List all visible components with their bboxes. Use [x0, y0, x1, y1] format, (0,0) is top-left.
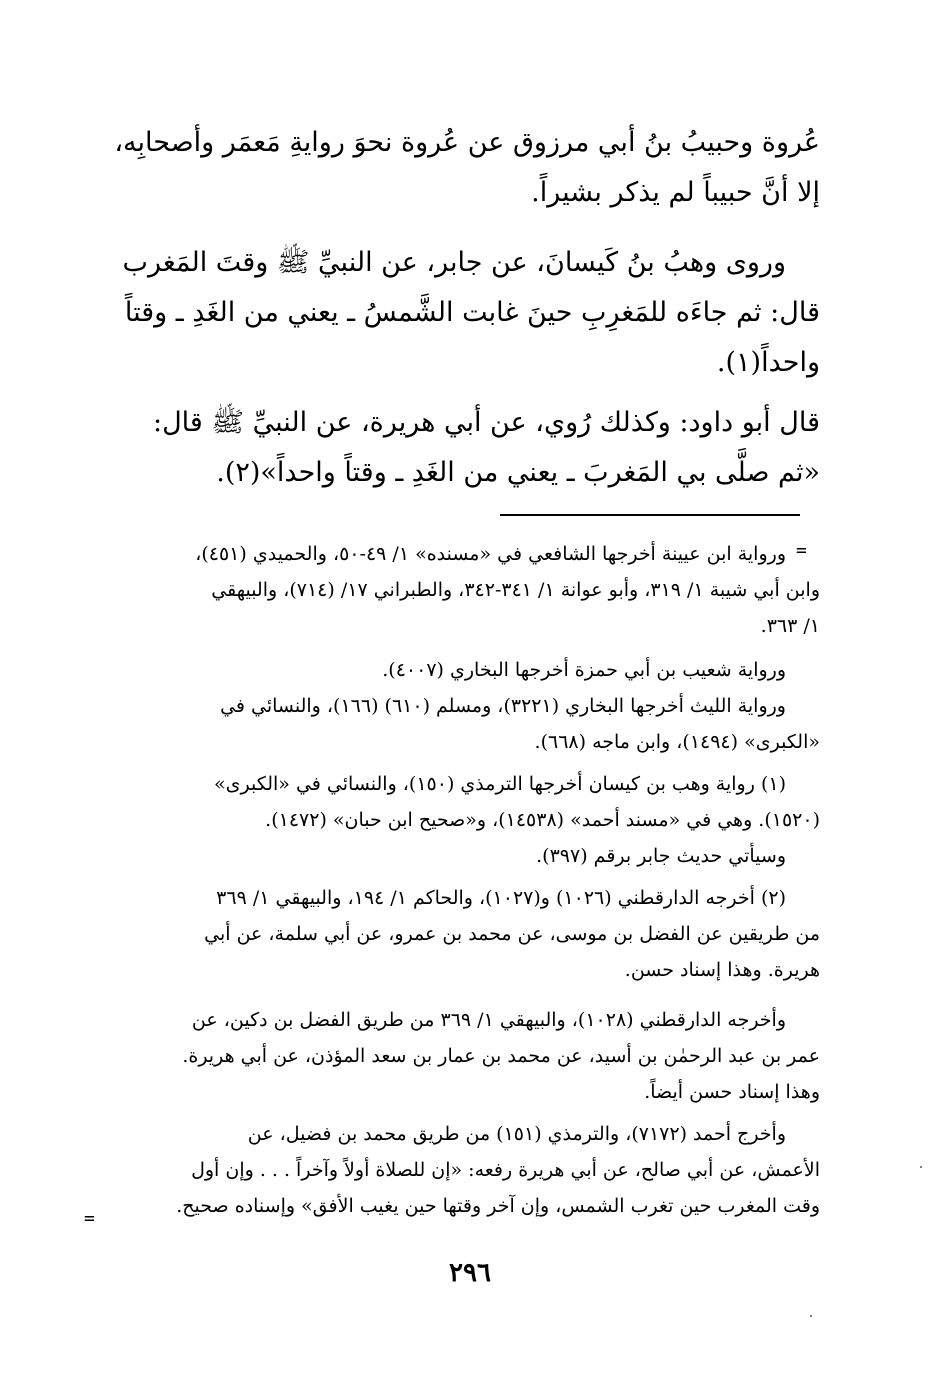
- footnote-line: وأخرجه الدارقطني (١٠٢٨)، والبيهقي ١/ ٣٦٩ من طريق الفضل بن دكين، عن: [191, 1009, 786, 1031]
- footnote-line: وقت المغرب حين تغرب الشمس، وإن آخر وقتها حين يغيب الأفق» وإسناده صحيح.: [176, 1195, 820, 1217]
- main-paragraph-1: [78, 118, 820, 218]
- footnote-line: وابن أبي شيبة ١/ ٣١٩، وأبو عوانة ١/ ٣٤١-٣٤٢، والطبراني ١٧/ (٧١٤)، والبيهقي: [211, 579, 820, 601]
- text-line: قال: ثم جاءَه للمَغرِبِ حينَ غابت الشَّمسُ ـ يعني من الغَدِ ـ وقتاً: [124, 297, 820, 328]
- footnote-2: [78, 880, 820, 988]
- footnote-line: عمر بن عبد الرحمٰن بن أسيد، عن محمد بن عمار بن سعد المؤذن، عن أبي هريرة.: [182, 1045, 820, 1067]
- page-number: ٢٩٦: [449, 1258, 491, 1288]
- footnote-line: ورواية الليث أخرجها البخاري (٣٢٢١)، ومسلم (٦١٠) (١٦٦)، والنسائي في: [220, 695, 786, 717]
- footnote-line: وأخرج أحمد (٧١٧٢)، والترمذي (١٥١) من طريق محمد بن فضيل، عن: [247, 1123, 786, 1145]
- footnote-line: الأعمش، عن أبي صالح، عن أبي هريرة رفعه: «إن للصلاة أولاً وآخراً . . . وإن أول: [191, 1159, 820, 1181]
- footnote-continuation-mark: =: [84, 1208, 95, 1229]
- text-line: عُروة وحبيبُ بنُ أبي مرزوق عن عُروة نحوَ روايةِ مَعمَر وأصحابِه،: [114, 127, 820, 158]
- footnote-continuation-mark: =: [796, 540, 807, 561]
- main-paragraph-3: [78, 398, 820, 498]
- footnote-line: وسيأتي حديث جابر برقم (٣٩٧).: [536, 845, 786, 867]
- footnote-1: [78, 766, 820, 874]
- footnote-separator: [500, 514, 800, 516]
- footnote-block: [78, 1002, 820, 1110]
- footnote-line: هريرة. وهذا إسناد حسن.: [624, 959, 820, 981]
- text-line: وروى وهبُ بنُ كَيسانَ، عن جابر، عن النبيِّ ﷺ وقتَ المَغرب: [122, 247, 786, 278]
- footnote-line: «الكبرى» (١٤٩٤)، وابن ماجه (٦٦٨).: [534, 731, 820, 753]
- footnote-block: [78, 1116, 820, 1224]
- footnote-block: [78, 536, 820, 644]
- footnote-line: ١/ ٣٦٣.: [760, 615, 820, 637]
- footnote-line: ورواية ابن عيينة أخرجها الشافعي في «مسنده» ١/ ٤٩-٥٠، والحميدي (٤٥١)،: [195, 543, 786, 565]
- text-line: قال أبو داود: وكذلك رُوي، عن أبي هريرة، عن النبيِّ ﷺ قال:: [152, 407, 820, 438]
- footnote-block: [78, 652, 820, 688]
- footnote-line: ورواية شعيب بن أبي حمزة أخرجها البخاري (٤٠٠٧).: [382, 659, 786, 681]
- footnote-line: (٢) أخرجه الدارقطني (١٠٢٦) و(١٠٢٧)، والحاكم ١/ ١٩٤، والبيهقي ١/ ٣٦٩: [216, 887, 786, 909]
- main-paragraph-2: [78, 238, 820, 388]
- text-line: واحداً(١).: [716, 347, 820, 378]
- text-line: إلا أنَّ حبيباً لم يذكر بشيراً.: [531, 177, 820, 208]
- scan-speck: [810, 1315, 812, 1317]
- footnote-block: [78, 688, 820, 760]
- footnote-line: من طريقين عن الفضل بن موسى، عن محمد بن عمرو، عن أبي سلمة، عن أبي: [204, 923, 820, 945]
- footnote-line: وهذا إسناد حسن أيضاً.: [644, 1081, 820, 1103]
- text-line: «ثم صلَّى بي المَغربَ ـ يعني من الغَدِ ـ وقتاً واحداً»(٢).: [216, 457, 820, 488]
- scan-speck: [920, 1166, 922, 1168]
- footnote-line: (١٥٢٠). وهي في «مسند أحمد» (١٤٥٣٨)، و«صحيح ابن حبان» (١٤٧٢).: [265, 809, 820, 831]
- footnote-line: (١) رواية وهب بن كيسان أخرجها الترمذي (١٥٠)، والنسائي في «الكبرى»: [214, 773, 786, 795]
